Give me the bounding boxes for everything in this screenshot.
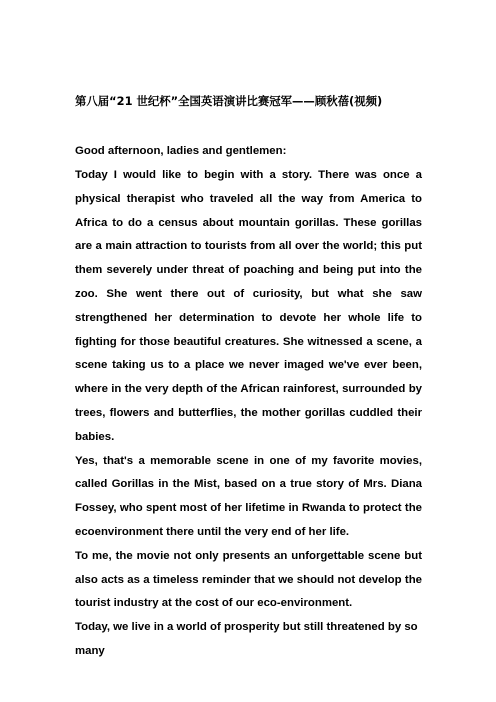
greeting-line: Good afternoon, ladies and gentlemen:	[75, 145, 287, 157]
paragraph-movie: Yes, that's a memorable scene in one of my favorite movies, called Gorillas in the Mist, based on a true story of Mrs. Diana Fossey, who spent most of her lifetime in Rwanda to protect the ecoenvironment there until the very end of her life.	[75, 454, 422, 538]
speech-body	[75, 164, 422, 664]
document-title: 第八届“21 世纪杯”全国英语演讲比赛冠军——顾秋蓓(视频)	[75, 94, 383, 108]
paragraph-story: Today I would like to begin with a story. There was once a physical therapist who traveled all the way from America to Africa to do a census about mountain gorillas. These gorillas are a main attraction to tourists from all over the world; this put them severely under threat of poaching and being put into the zoo. She went there out of curiosity, but what she saw strengthened her determination to devote her whole life to fighting for those beautiful creatures. She witnessed a scene, a scene taking us to a place we never imaged we've ever been, where in the very depth of the African rainforest, surrounded by trees, flowers and butterflies, the mother gorillas cuddled their babies.	[75, 169, 422, 443]
paragraph-today: Today, we live in a world of prosperity but still threatened by so many	[75, 621, 418, 657]
paragraph-reminder: To me, the movie not only presents an unforgettable scene but also acts as a timeless reminder that we should not develop the tourist industry at the cost of our eco-environment.	[75, 549, 422, 610]
